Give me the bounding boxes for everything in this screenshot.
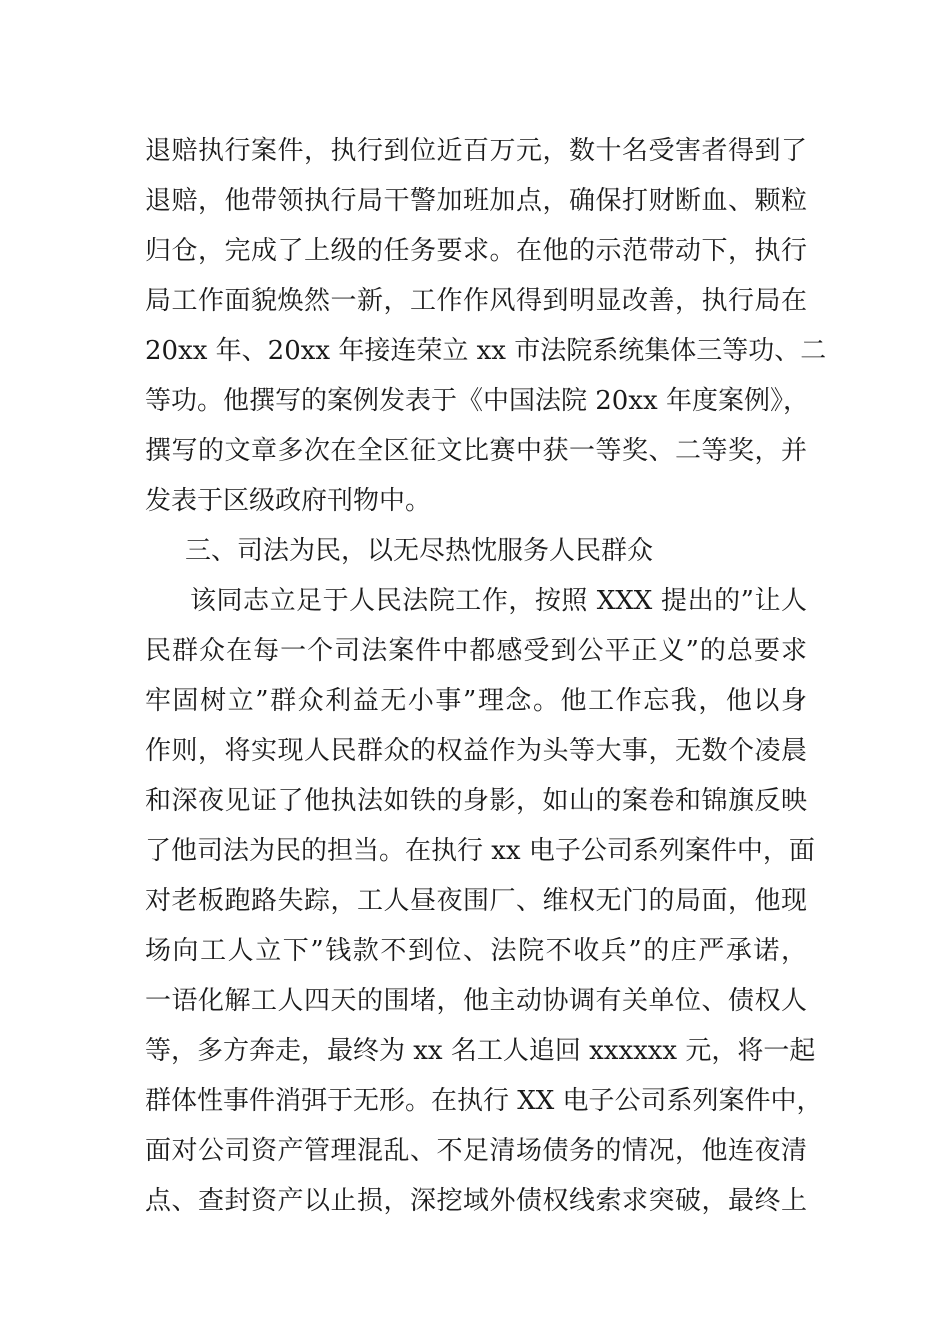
text-line: 等功。他撰写的案例发表于《中国法院 20xx 年度案例》， [145,386,809,416]
text-line: 点、查封资产以止损，深挖域外债权线索求突破，最终上 [145,1186,807,1216]
text-line: 局工作面貌焕然一新，工作作风得到明显改善，执行局在 [145,286,807,316]
text-line: 撰写的文章多次在全区征文比赛中获一等奖、二等奖，并 [145,436,807,466]
text-line: 场向工人立下”钱款不到位、法院不收兵”的庄严承诺， [145,936,807,966]
text-line: 一语化解工人四天的围堵，他主动协调有关单位、债权人 [145,986,807,1016]
text-line: 牢固树立”群众利益无小事”理念。他工作忘我，他以身 [145,686,807,716]
text-line: 退赔执行案件，执行到位近百万元，数十名受害者得到了 [145,136,807,166]
text-line: 面对公司资产管理混乱、不足清场债务的情况，他连夜清 [145,1136,807,1166]
text-line: 20xx 年、20xx 年接连荣立 xx 市法院系统集体三等功、二 [145,336,827,366]
text-line: 归仓，完成了上级的任务要求。在他的示范带动下，执行 [145,236,807,266]
text-line: 作则，将实现人民群众的权益作为头等大事，无数个凌晨 [145,736,807,766]
text-line: 发表于区级政府刊物中。 [145,486,432,516]
text-line: 对老板跑路失踪，工人昼夜围厂、维权无门的局面，他现 [145,886,807,916]
text-line: 退赔，他带领执行局干警加班加点，确保打财断血、颗粒 [145,186,807,216]
text-line: 了他司法为民的担当。在执行 xx 电子公司系列案件中，面 [145,836,815,866]
section-heading: 三、司法为民，以无尽热忱服务人民群众 [185,536,654,566]
text-line: 等，多方奔走，最终为 xx 名工人追回 xxxxxx 元，将一起 [145,1036,816,1066]
text-line: 和深夜见证了他执法如铁的身影，如山的案卷和锦旗反映 [145,786,807,816]
text-line: 民群众在每一个司法案件中都感受到公平正义”的总要求 [145,636,807,666]
text-line: 该同志立足于人民法院工作，按照 XXX 提出的”让人 [190,586,807,616]
text-line: 群体性事件消弭于无形。在执行 XX 电子公司系列案件中， [145,1086,823,1116]
